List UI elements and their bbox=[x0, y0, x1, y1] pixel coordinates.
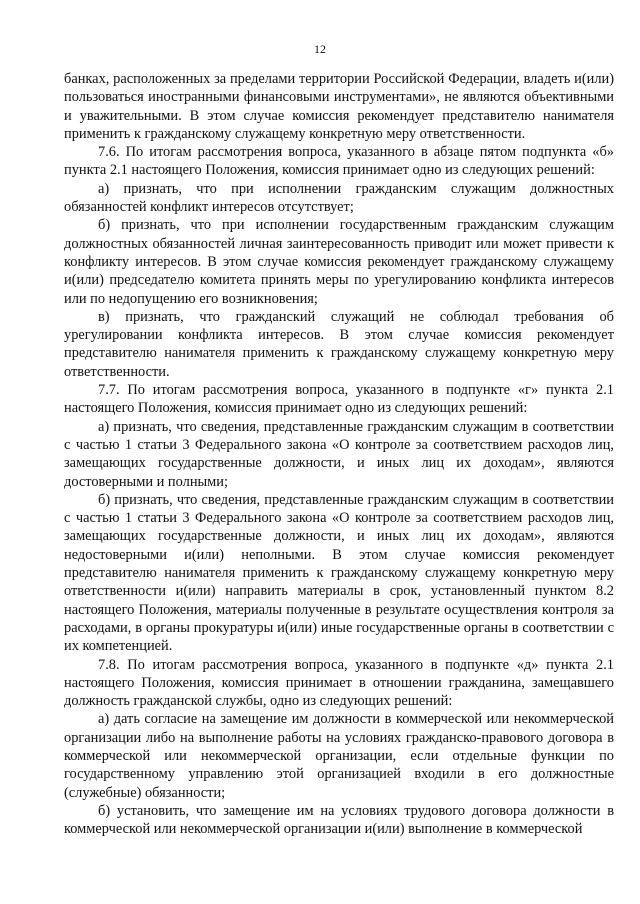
paragraph-7-8: 7.8. По итогам рассмотрения вопроса, указанного в подпункте «д» пункта 2.1 настоящего Положения, комиссия принимает в отношении гражданина, замещавшего должность гражданской службы, одно из следующих решений: bbox=[64, 656, 614, 710]
paragraph-7-7-a: а) признать, что сведения, представленные гражданским служащим в соответствии с частью 1 статьи 3 Федерального закона «О контроле за соответствием расходов лиц, замещающих государственные должности, и иных лиц их доходам», являются достоверными и полными; bbox=[64, 418, 614, 490]
page-number: 12 bbox=[314, 42, 326, 56]
document-body bbox=[64, 70, 614, 838]
paragraph-7-8-a: а) дать согласие на замещение им должности в коммерческой или некоммерческой организации либо на выполнение работы на условиях гражданско-правового договора в коммерческой или некоммерческой организации, если отдельные функции по государственному управлению этой организацией входили в его должностные (служебные) обязанности; bbox=[64, 711, 614, 801]
paragraph-7-6: 7.6. По итогам рассмотрения вопроса, указанного в абзаце пятом подпункта «б» пункта 2.1 настоящего Положения, комиссия принимает одно из следующих решений: bbox=[64, 144, 614, 179]
paragraph-7-8-b: б) установить, что замещение им на условиях трудового договора должности в коммерческой или некоммерческой организации и(или) выполнение в коммерческой bbox=[64, 802, 614, 838]
paragraph-7-6-v: в) признать, что гражданский служащий не соблюдал требования об урегулировании конфликта интересов. В этом случае комиссия рекомендует представителю нанимателя применить к гражданскому служащему конкретную меру ответственности. bbox=[64, 308, 614, 380]
paragraph-continuation: банках, расположенных за пределами территории Российской Федерации, владеть и(или) пользоваться иностранными финансовыми инструментами», не являются объективными и уважительными. В этом случае комиссия рекомендует представителю нанимателя применить к гражданскому служащему конкретную меру ответственности. bbox=[64, 71, 614, 142]
paragraph-7-6-a: а) признать, что при исполнении гражданским служащим должностных обязанностей конфликт интересов отсутствует; bbox=[64, 180, 614, 216]
paragraph-7-6-b: б) признать, что при исполнении государственным гражданским служащим должностных обязанностей личная заинтересованность приводит или может привести к конфликту интересов. В этом случае комиссия рекомендует гражданскому служащему и(или) председателю комитета принять меры по урегулированию конфликта интересов или по недопущению его возникновения; bbox=[64, 217, 614, 307]
paragraph-7-7-b: б) признать, что сведения, представленные гражданским служащим в соответствии с частью 1 статьи 3 Федерального закона «О контроле за соответствием расходов лиц, замещающих государственные должности, и иных лиц их доходам», являются недостоверными и(или) неполными. В этом случае комиссия рекомендует представителю нанимателя применить к гражданскому служащему конкретную меру ответственности и(или) направить материалы в срок, установленный пунктом 8.2 настоящего Положения, материалы полученные в результате осуществления контроля за расходами, в органы прокуратуры и(или) иные государственные органы в соответствии с их компетенцией. bbox=[64, 491, 614, 655]
paragraph-7-7: 7.7. По итогам рассмотрения вопроса, указанного в подпункте «г» пункта 2.1 настоящего Положения, комиссия принимает одно из следующих решений: bbox=[64, 382, 614, 417]
